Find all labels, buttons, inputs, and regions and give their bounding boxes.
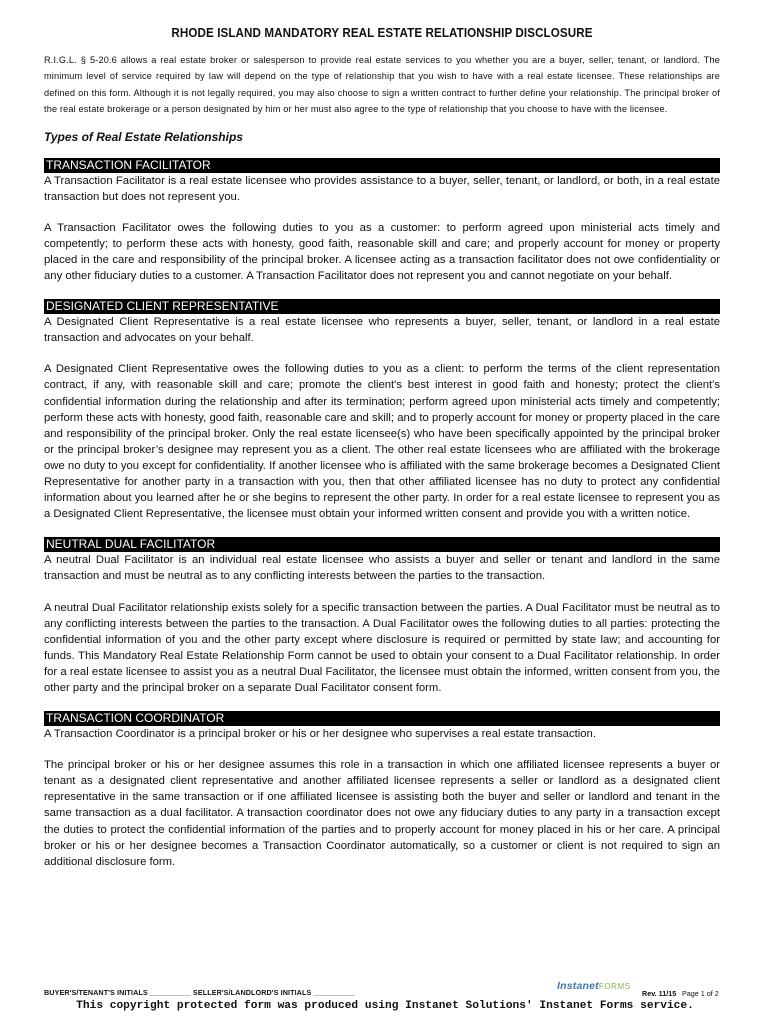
document-page bbox=[44, 26, 720, 870]
section-paragraph: A neutral Dual Facilitator relationship exists solely for a specific transaction between the parties. A Dual Facilitator must be neutral as to any conflicting interests between the parties to the transaction. A Dual Facilitator owes the following duties to all parties: protecting the confidential information of you and the other party except where disclosure is required or permitted by state law; and accounting for funds. This Mandatory Real Estate Relationship Form cannot be used to obtain your consent to a Dual Facilitator relationship. In order for a real estate licensee to assist you as a neutral Dual Facilitator, the licensee must obtain the informed, written consent from you, the other party and the principal broker on a separate Dual Facilitator consent form. bbox=[44, 601, 720, 694]
section-heading: TRANSACTION FACILITATOR bbox=[44, 158, 720, 173]
section-paragraph: A neutral Dual Facilitator is an individual real estate licensee who assists a buyer and seller or tenant and landlord in the same transaction and must be neutral as to any conflicting interests between the parties to the transaction. bbox=[44, 554, 720, 583]
section-heading: NEUTRAL DUAL FACILITATOR bbox=[44, 537, 720, 552]
revision-label: Rev. 11/15 bbox=[642, 989, 677, 998]
section-transaction-coordinator bbox=[44, 711, 720, 870]
section-paragraph: A Transaction Facilitator owes the following duties to you as a customer: to perform agreed upon ministerial acts timely and competently; to perform these acts with honesty, good faith, reasonable skill and care; and properly account for money or property placed in the care and responsibility of the principal broker. A licensee acting as a transaction facilitator does not owe confidentiality or any other fiduciary duties to a customer. A Transaction Facilitator does not represent you and cannot negotiate on your behalf. bbox=[44, 221, 720, 283]
logo-forms-text: FORMS bbox=[598, 982, 631, 991]
initials-line: BUYER'S/TENANT'S INITIALS __________ SELLER'S/LANDLORD'S INITIALS __________ bbox=[44, 988, 355, 997]
section-paragraph: A Transaction Facilitator is a real estate licensee who provides assistance to a buyer, seller, tenant, or landlord, or both, in a real estate transaction but does not represent you. bbox=[44, 174, 720, 203]
types-heading: Types of Real Estate Relationships bbox=[44, 129, 243, 144]
intro-paragraph: R.I.G.L. § 5-20.6 allows a real estate broker or salesperson to provide real estate services to you whether you are a buyer, seller, tenant, or landlord. The minimum level of service required by law will depend on the type of relationship that you wish to have with a real estate licensee. These relationships are defined on this form. Although it is not legally required, you may also choose to sign a written contract to further define your relationship. The principal broker of the real estate brokerage or a person designated by him or her must also agree to the type of relationship that you choose to have with the licensee. bbox=[44, 55, 720, 115]
logo-wordmark: Instanet bbox=[557, 980, 599, 992]
instanet-forms-logo bbox=[557, 980, 631, 992]
copyright-notice: This copyright protected form was produced using Instanet Solutions' Instanet Forms service. bbox=[76, 1000, 694, 1012]
page-number: Page 1 of 2 bbox=[682, 989, 719, 998]
section-transaction-facilitator bbox=[44, 158, 720, 285]
section-paragraph: A Transaction Coordinator is a principal broker or his or her designee who supervises a real estate transaction. bbox=[44, 728, 596, 741]
document-title: RHODE ISLAND MANDATORY REAL ESTATE RELATIONSHIP DISCLOSURE bbox=[171, 26, 593, 40]
section-paragraph: The principal broker or his or her designee assumes this role in a transaction in which one affiliated licensee represents a buyer or tenant as a designated client representative and another affiliated licensee represents a seller or landlord as a designated client representative in the same transaction or if one affiliated licensee is assisting both the buyer and seller or landlord and tenant in the same transaction as a dual facilitator. A transaction coordinator does not owe any fiduciary duties to any party in a transaction except the duties to protect the confidential information of the parties and to properly account for money placed in his or her care. A principal broker or his or her designee becomes a Transaction Coordinator automatically, so a customer or client is not required to sign an additional disclosure form. bbox=[44, 759, 720, 868]
section-heading: TRANSACTION COORDINATOR bbox=[44, 711, 720, 726]
section-paragraph: A Designated Client Representative is a real estate licensee who represents a buyer, seller, tenant, or landlord in a real estate transaction and advocates on your behalf. bbox=[44, 316, 720, 345]
section-paragraph: A Designated Client Representative owes the following duties to you as a client: to perform the terms of the client representation contract, if any, with reasonable skill and care; promote the client's best interest in good faith and honesty; protect the client's confidential information during the relationship and after its termination; perform agreed upon ministerial acts timely and competently; perform these acts with honesty, good faith, reasonable care and skill; and to properly account for money or property placed in the care and responsibility of the principal broker. Only the real estate licensee(s) who have been specifically appointed by the principal broker or the principal broker’s designee may represent you as a client. The other real estate licensees who are affiliated with the brokerage owe no duty to you except for confidentiality. If another licensee who is affiliated with the same brokerage becomes a Designated Client Representative for another party in a transaction with you, then that other affiliated licensee has no duty to protect any confidential information about you learned after he or she begins to represent the other party. In order for a real estate licensee to represent you as a Designated Client Representative, the licensee must obtain your informed written consent and provide you with a written notice. bbox=[44, 363, 720, 521]
section-designated-client-representative bbox=[44, 299, 720, 522]
section-heading: DESIGNATED CLIENT REPRESENTATIVE bbox=[44, 299, 720, 314]
section-neutral-dual-facilitator bbox=[44, 537, 720, 696]
